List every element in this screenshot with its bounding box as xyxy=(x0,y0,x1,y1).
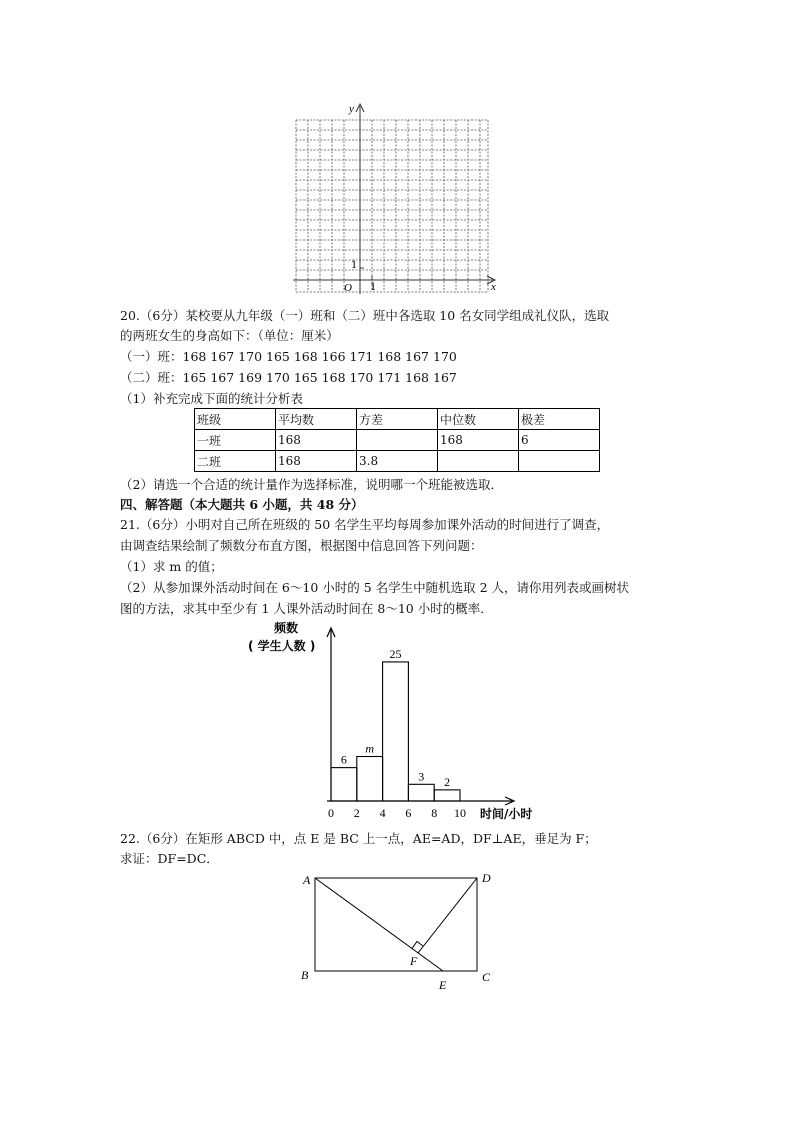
x-axis-title: 时间/小时 xyxy=(480,807,533,821)
stats-table-header-row xyxy=(195,409,600,430)
segment-ae xyxy=(315,878,443,971)
label-a: A xyxy=(303,873,311,887)
q22-line2: 求证：DF=DC． xyxy=(120,851,219,866)
table-row xyxy=(195,430,600,451)
label-d: D xyxy=(482,871,491,885)
x-tick-label: 8 xyxy=(431,806,438,820)
q20-part2: （2）请选一个合适的统计量作为选择标准，说明哪一个班能被选取． xyxy=(120,477,503,492)
q20-line1: 20.（6分）某校要从九年级（一）班和（二）班中各选取 10 名女同学组成礼仪队，选取 xyxy=(120,308,610,323)
q21-line2: 由调查结果绘制了频数分布直方图，根据图中信息回答下列问题： xyxy=(120,538,483,553)
unit-x-label: 1 xyxy=(370,282,377,293)
q20-class2-heights: （二）班：165 167 169 170 165 168 170 171 168 167 xyxy=(120,370,457,385)
header-variance: 方差 xyxy=(357,409,438,430)
histogram-bar xyxy=(434,790,460,801)
table-cell: 3.8 xyxy=(357,451,438,472)
rectangle-abcd xyxy=(315,878,477,971)
table-cell: 168 xyxy=(438,430,519,451)
coordinate-grid xyxy=(285,98,500,298)
histogram-bar xyxy=(357,757,383,802)
q21-part2a: （2）从参加课外活动时间在 6～10 小时的 5 名学生中随机选取 2 人，请你用列表或画树状 xyxy=(120,580,630,595)
table-cell: 6 xyxy=(519,430,600,451)
x-tick-label: 10 xyxy=(454,806,466,820)
histogram-bar xyxy=(383,662,409,801)
y-axis-title-line2: ( 学生人数 ) xyxy=(248,639,316,653)
bar-value-label: 25 xyxy=(389,646,402,661)
table-row xyxy=(195,451,600,472)
y-axis-title-line1: 频数 xyxy=(274,621,299,635)
table-cell: 168 xyxy=(276,430,357,451)
table-cell-blank xyxy=(357,430,438,451)
label-e: E xyxy=(439,978,447,992)
stats-table xyxy=(194,408,600,472)
bar-value-label: 3 xyxy=(418,769,425,784)
header-range: 极差 xyxy=(519,409,600,430)
header-mean: 平均数 xyxy=(276,409,357,430)
bar-value-label: 2 xyxy=(444,774,451,789)
x-tick-label: 4 xyxy=(379,806,386,820)
q22-line1: 22.（6分）在矩形 ABCD 中，点 E 是 BC 上一点，AE=AD，DF⊥AE，垂足为 F； xyxy=(120,831,597,846)
bar-value-label: m xyxy=(365,741,375,756)
label-f: F xyxy=(410,954,418,968)
q21-part2b: 图的方法，求其中至少有 1 人课外活动时间在 8～10 小时的概率． xyxy=(120,601,493,616)
x-axis-label: x xyxy=(491,281,496,293)
table-cell-blank xyxy=(438,451,519,472)
origin-label: O xyxy=(344,282,352,294)
header-class: 班级 xyxy=(195,409,276,430)
histogram-bar xyxy=(408,784,434,801)
table-cell-blank xyxy=(519,451,600,472)
histogram-bars xyxy=(331,647,460,801)
segment-df xyxy=(418,878,477,953)
histogram-bar xyxy=(331,768,357,801)
q21-line1: 21.（6分）小明对自己所在班级的 50 名学生平均每周参加课外活动的时间进行了调查， xyxy=(120,517,610,532)
table-cell: 一班 xyxy=(195,430,276,451)
rectangle-figure xyxy=(295,865,505,995)
label-b: B xyxy=(301,968,309,982)
table-cell: 168 xyxy=(276,451,357,472)
right-angle-mark xyxy=(412,942,423,949)
grid-lines xyxy=(296,120,488,292)
section-4-title: 四、解答题（本大题共 6 小题，共 48 分） xyxy=(120,497,364,512)
x-tick-label: 6 xyxy=(405,806,412,820)
x-tick-label: 0 xyxy=(328,806,334,820)
header-median: 中位数 xyxy=(438,409,519,430)
frequency-histogram xyxy=(240,620,550,825)
q20-line2: 的两班女生的身高如下：（单位：厘米） xyxy=(120,328,339,343)
bar-value-label: 6 xyxy=(340,752,347,767)
y-axis-label: y xyxy=(349,103,354,115)
q20-class1-heights: （一）班：168 167 170 165 168 166 171 168 167 170 xyxy=(120,349,457,364)
x-tick-label: 2 xyxy=(353,806,360,820)
q21-part1: （1）求 m 的值； xyxy=(120,559,223,574)
unit-y-label: 1 xyxy=(351,260,358,271)
label-c: C xyxy=(482,970,491,984)
q20-part1: （1）补充完成下面的统计分析表 xyxy=(120,391,303,406)
table-cell: 二班 xyxy=(195,451,276,472)
